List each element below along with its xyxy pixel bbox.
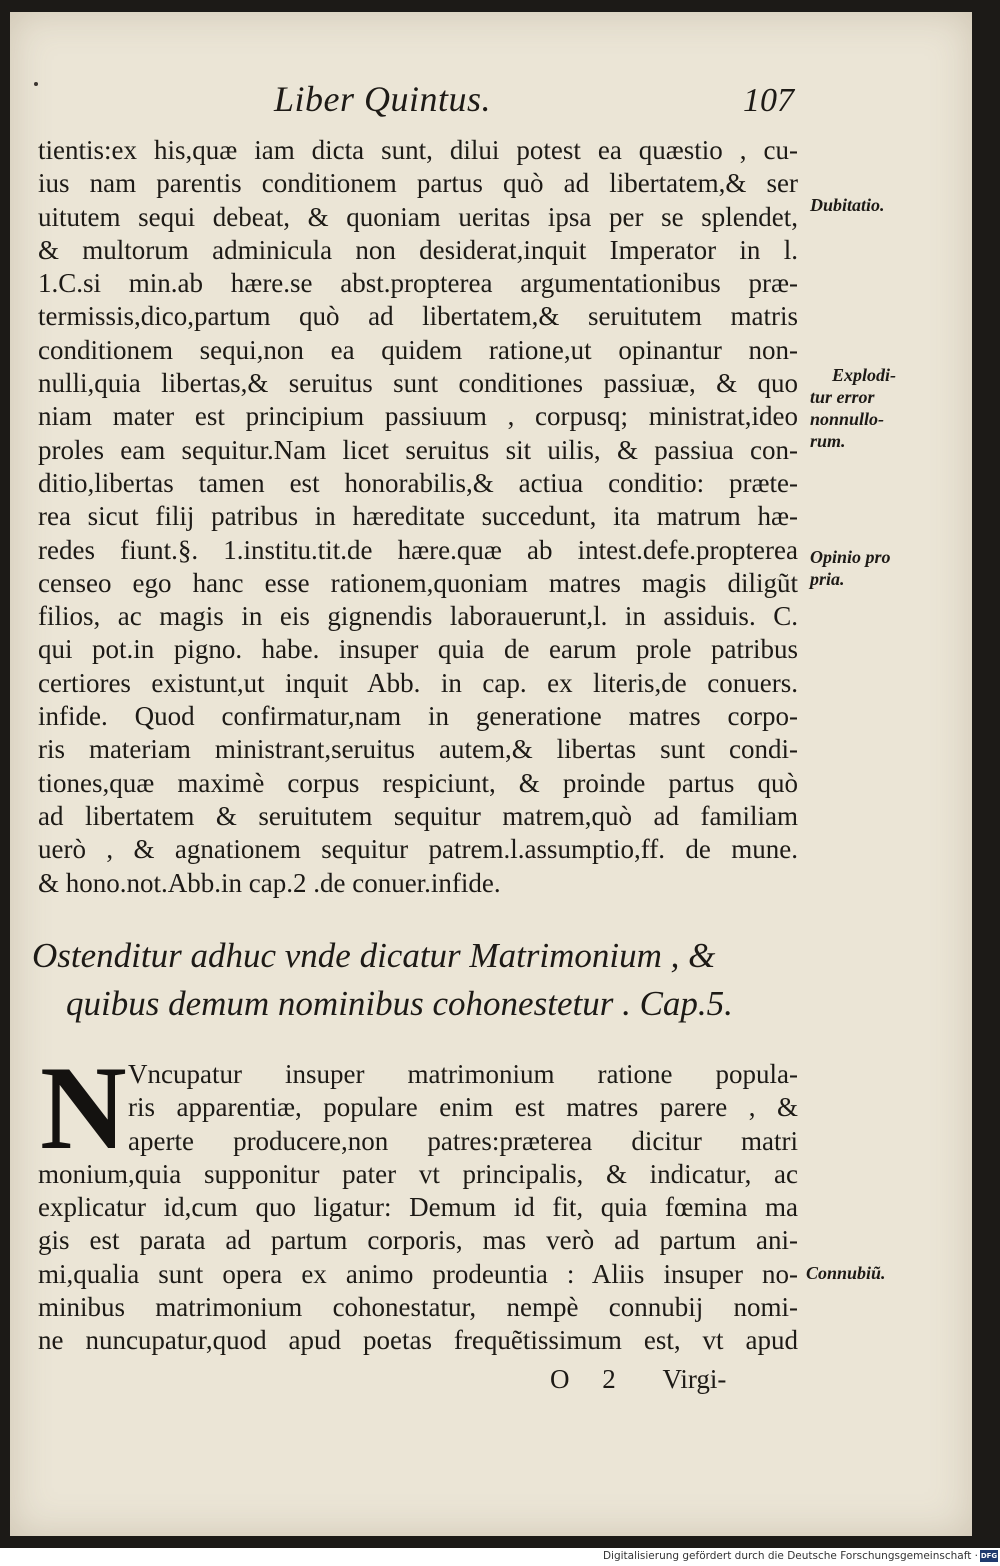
text-line: termissis,dico,partum quò ad libertatem,& seruitutem matris [38,301,798,332]
chapter-heading-line: quibus demum nominibus cohonestetur . Cap.5. [66,984,733,1023]
text-line: certiores existunt,ut inquit Abb. in cap. ex literis,de conuers. [38,667,798,698]
text-line: tientis:ex his,quæ iam dicta sunt, dilui potest ea quæstio , cu- [38,135,798,165]
text-line: niam mater est principium passiuum , corpusq; ministrat,ideo [38,401,798,432]
catchword: Virgi- [662,1364,727,1394]
margin-line: nonnullo- [810,409,885,429]
text-line: conditionem sequi,non ea quidem ratione,ut opinantur non- [38,334,798,365]
margin-line: tur error [810,387,875,407]
margin-line: pria. [810,569,845,589]
text-line: ris apparentiæ, populare enim est matres parere , & [128,1092,798,1123]
running-title: Liber Quintus. [274,79,492,119]
text-line: tiones,quæ maximè corpus respiciunt, & proinde partus quò [38,767,798,798]
text-line: & multorum adminicula non desiderat,inquit Imperator in l. [38,234,798,265]
running-head [10,78,972,128]
signature-letter: O [550,1364,570,1394]
text-line: censeo ego hanc esse rationem,quoniam matres magis diligũt [38,567,798,598]
margin-line: Opinio pro [810,547,891,567]
margin-note-opinio [810,546,960,590]
body-text-top [38,134,798,900]
text-line: gis est parata ad partum corporis, mas verò ad partum ani- [38,1225,798,1256]
text-line: infide. Quod confirmatur,nam in generatione matres corpo- [38,701,798,732]
text-line: ius nam parentis conditionem partus quò ad libertatem,& ser [38,168,798,199]
text-line: ne nuncupatur,quod apud poetas frequẽtissimum est, vt apud [38,1325,798,1356]
text-line: 1.C.si min.ab hære.se abst.propterea argumentationibus præ- [38,268,798,299]
text-line: qui pot.in pigno. habe. insuper quia de earum prole patribus [38,634,798,665]
text-line: uerò , & agnationem sequitur patrem.l.assumptio,ff. de mune. [38,834,798,865]
margin-note-explodi [810,364,960,452]
text-line: proles eam sequitur.Nam licet seruitus sit uilis, & passiua con- [38,434,798,465]
signature-number: 2 [602,1364,616,1394]
text-line: rea sicut filij patribus in hæreditate succedunt, ita matrum hæ- [38,501,798,532]
text-line: minibus matrimonium cohonestatur, nempè connubij nomi- [38,1292,798,1323]
funding-credit: Digitalisierung gefördert durch die Deutsche Forschungsgemeinschaft · [602,1550,978,1562]
body-text-bottom [38,1058,798,1358]
text-line: ad libertatem & seruitutem sequitur matrem,quò ad familiam [38,800,798,831]
catchline [550,1364,810,1395]
dfg-logo-icon: DFG [980,1552,998,1560]
chapter-heading-line: Ostenditur adhuc vnde dicatur Matrimonium , & [32,936,716,975]
text-line: monium,quia supponitur pater vt principalis, & indicatur, ac [38,1158,798,1189]
margin-line: Explodi- [832,365,897,385]
text-line: filios, ac magis in eis gignendis laborauerunt,l. in assiduis. C. [38,601,798,632]
text-line: ditio,libertas tamen est honorabilis,& actiua conditio: præte- [38,467,798,498]
margin-note-dubitatio [810,194,960,216]
margin-note-connubium [806,1262,956,1284]
chapter-heading [32,932,832,1028]
margin-line: Dubitatio. [810,195,885,215]
text-line: Vncupatur insuper matrimonium ratione popula- [128,1059,798,1089]
page-number: 107 [743,82,794,119]
text-line: nulli,quia libertas,& seruitus sunt conditiones passiuæ, & quo [38,368,798,399]
text-line: ris materiam ministrant,seruitus autem,& libertas sunt condi- [38,734,798,765]
margin-line: Connubiũ. [806,1263,886,1283]
drop-cap-initial: N [40,1041,127,1174]
text-line: mi,qualia sunt opera ex animo prodeuntia : Aliis insuper no- [38,1258,798,1289]
text-line: aperte producere,non patres:præterea dicitur matri [128,1125,798,1156]
text-line: redes fiunt.§. 1.institu.tit.de hære.quæ ab intest.defe.propterea [38,534,798,565]
text-line: uitutem sequi debeat, & quoniam ueritas ipsa per se splendet, [38,201,798,232]
text-line: explicatur id,cum quo ligatur: Demum id fit, quia fœmina ma [38,1192,798,1223]
text-line: & hono.not.Abb.in cap.2 .de conuer.infide. [38,867,501,898]
margin-line: rum. [810,431,846,451]
book-page [10,12,972,1536]
